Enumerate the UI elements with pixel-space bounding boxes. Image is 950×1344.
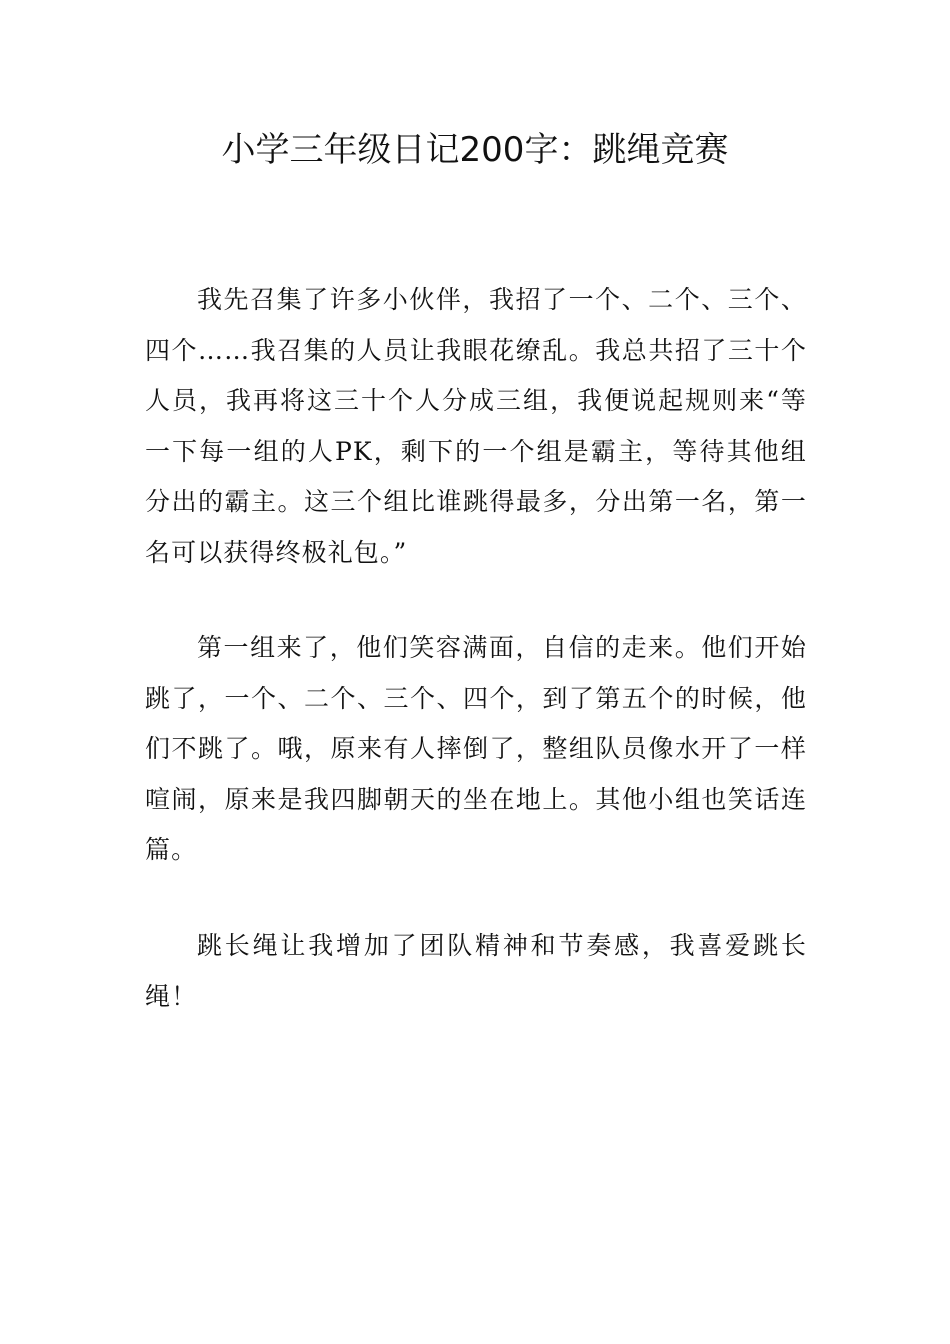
paragraph-3: 跳长绳让我增加了团队精神和节奏感，我喜爱跳长绳！ — [145, 931, 807, 1011]
paragraph-2: 第一组来了，他们笑容满面，自信的走来。他们开始跳了，一个、二个、三个、四个，到了第五个的时候，他们不跳了。哦，原来有人摔倒了，整组队员像水开了一样喧闹，原来是我四脚朝天的坐在地上。其他小组也笑话连篇。 — [145, 633, 807, 865]
document-title: 小学三年级日记200字：跳绳竞赛 — [221, 130, 729, 170]
paragraph-1: 我先召集了许多小伙伴，我招了一个、二个、三个、四个……我召集的人员让我眼花缭乱。我总共招了三十个人员，我再将这三十个人分成三组，我便说起规则来“等一下每一组的人PK，剩下的一个组是霸主，等待其他组分出的霸主。这三个组比谁跳得最多，分出第一名，第一名可以获得终极礼包。” — [145, 285, 807, 567]
